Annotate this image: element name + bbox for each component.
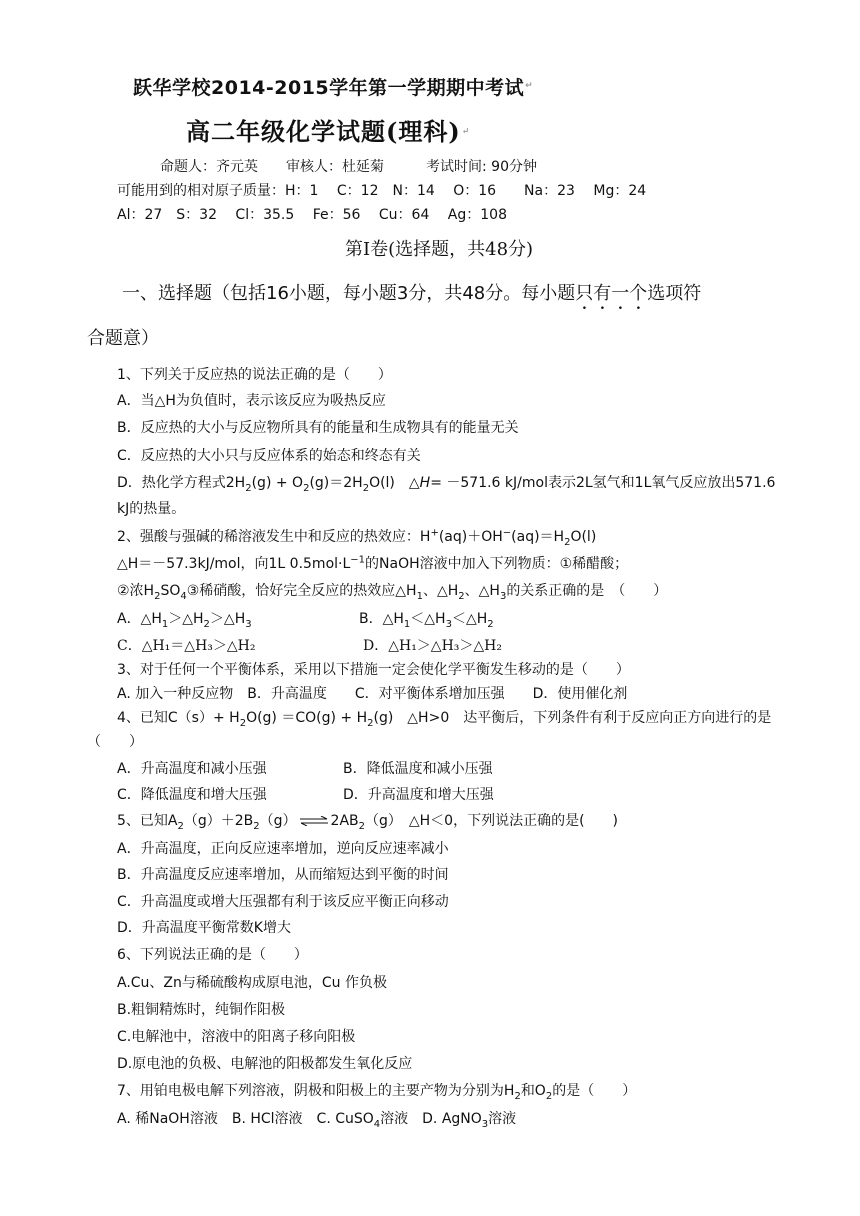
subscript: 2 <box>303 482 310 494</box>
q7-stem-text: 和O <box>520 1083 546 1099</box>
q2-stem-text: ③稀硝酸，恰好完全反应的热效应△H <box>186 583 417 599</box>
q7-option-a: A. 稀NaOH溶液 <box>117 1111 232 1127</box>
q3-options: A. 加入一种反应物 B．升高温度 C．对平衡体系增加压强 D．使用催化剂 <box>117 686 628 702</box>
q2-stem-text: (aq)＋OH <box>438 529 503 545</box>
q2-stem-text: (aq)＝H <box>511 529 565 545</box>
q1-d-text: = －571.6 kJ/mol表示2L氢气和1L氧气反应放出571.6 <box>430 475 776 491</box>
q7-stem <box>117 1082 636 1100</box>
q3-stem: 3、对于任何一个平衡体系，采用以下措施一定会使化学平衡发生移动的是（ ） <box>117 662 630 678</box>
subscript: 3 <box>499 590 507 602</box>
q7-c-text: 溶液 <box>380 1111 423 1127</box>
q4-stem <box>117 709 771 727</box>
q1-option-d <box>117 474 775 492</box>
subscript: 2 <box>487 618 494 630</box>
q4-stem-continued: （ ） <box>87 734 143 750</box>
q1-d-text: (g)＝2H <box>309 475 363 491</box>
q2-b-text: B．△H <box>359 611 404 627</box>
q7-c-text: C. CuSO <box>316 1111 374 1127</box>
q1-option-c: C．反应热的大小只与反应体系的始态和终态有关 <box>117 448 421 464</box>
subscript: 2 <box>545 1090 553 1102</box>
subscript: 2 <box>358 820 365 832</box>
q4-option-b: B．降低温度和减小压强 <box>343 761 493 777</box>
q5-option-a: A．升高温度，正向反应速率增加，逆向反应速率减小 <box>117 841 449 857</box>
subscript: 3 <box>245 618 252 630</box>
section-title-part-a: 一、选择题（包括16小题，每小题3分，共48分。每小题 <box>122 283 576 304</box>
q6-option-c: C.电解池中，溶液中的阳离子移向阳极 <box>117 1029 356 1045</box>
section-title <box>122 282 701 314</box>
paragraph-mark: ↵ <box>525 81 534 91</box>
q2-stem-text: 的关系正确的是 （ ） <box>506 583 668 599</box>
q2-b-text: ＜△H <box>451 611 488 627</box>
q4-stem-text: O(g) ＝CO(g) + H <box>246 710 368 726</box>
q1-d-text: O(l) △ <box>369 475 420 491</box>
subscript: 2 <box>367 717 374 729</box>
q2-stem-line-3 <box>117 582 667 600</box>
superscript: −1 <box>350 554 366 566</box>
q2-stem-text: 的NaOH溶液中加入下列物质：①稀醋酸； <box>365 556 629 572</box>
subscript: 3 <box>445 618 452 630</box>
subscript: 1 <box>161 618 169 630</box>
subscript: 1 <box>403 618 411 630</box>
subscript: 2 <box>362 482 370 494</box>
q2-stem <box>117 528 596 546</box>
q4-option-a: A．升高温度和减小压强 <box>117 761 267 777</box>
q2-stem-text: 、△H <box>464 583 500 599</box>
subject-title <box>186 117 470 147</box>
q6-option-d: D.原电池的负极、电解池的阳极都发生氧化反应 <box>117 1056 413 1072</box>
q2-stem-text: O(l) <box>570 529 597 545</box>
q7-stem-text: 7、用铂电极电解下列溶液，阴极和阳极上的主要产物为分别为H <box>117 1083 515 1099</box>
subscript: 2 <box>245 482 252 494</box>
subscript: 2 <box>239 717 247 729</box>
part-title: 第Ⅰ卷(选择题，共48分) <box>345 239 534 260</box>
q4-option-d: D．升高温度和增大压强 <box>343 787 494 803</box>
q2-a-text: A．△H <box>117 611 162 627</box>
q7-d-text: D. AgNO <box>422 1111 482 1127</box>
paragraph-mark: ↵ <box>461 127 471 137</box>
q2-stem-text: 2、强酸与强碱的稀溶液发生中和反应的热效应：H <box>117 529 431 545</box>
q7-option-b: B. HCl溶液 <box>231 1111 317 1127</box>
q5-stem-text: （g） <box>259 813 297 829</box>
subscript: 1 <box>416 590 423 602</box>
equilibrium-arrow-icon <box>299 816 329 826</box>
q5-stem-text: 5、已知A <box>117 813 178 829</box>
school-title-text: 跃华学校2014-2015学年第一学期期中考试 <box>133 77 525 99</box>
q5-stem-text: 2AB <box>330 813 359 829</box>
exam-info: 命题人：齐元英 审核人：杜延菊 考试时间: 90分钟 <box>160 159 537 175</box>
q6-option-a: A.Cu、Zn与稀硫酸构成原电池，Cu 作负极 <box>117 975 387 991</box>
q7-d-text: 溶液 <box>488 1111 517 1127</box>
school-title <box>133 74 533 100</box>
subscript: 4 <box>180 590 187 602</box>
q2-a-text: ＞△H <box>209 611 246 627</box>
subscript: 2 <box>514 1090 521 1102</box>
q2-b-text: ＜△H <box>410 611 446 627</box>
subscript: 2 <box>177 820 184 832</box>
q1-d-text: D．热化学方程式2H <box>117 475 246 491</box>
superscript: + <box>430 527 439 539</box>
subscript: 2 <box>253 820 260 832</box>
q6-option-b: B.粗铜精炼时，纯铜作阳极 <box>117 1002 286 1018</box>
subscript: 2 <box>564 536 571 548</box>
q1-option-a: A．当△H为负值时，表示该反应为吸热反应 <box>117 393 386 409</box>
q5-option-b: B．升高温度反应速率增加，从而缩短达到平衡的时间 <box>117 867 449 883</box>
superscript: − <box>502 527 512 539</box>
q4-option-c: C．降低温度和增大压强 <box>117 787 267 803</box>
q5-stem-text: （g）＋2B <box>183 813 254 829</box>
q2-option-d: D．△H₁＞△H₃＞△H₂ <box>363 638 502 654</box>
q7-option-c <box>316 1111 423 1130</box>
section-title-part-b: 选项符 <box>647 283 702 304</box>
q5-stem-text: （g） △H＜0，下列说法正确的是( ) <box>365 813 619 829</box>
q2-stem-text: ②浓H <box>117 583 155 599</box>
q2-option-c: C．△H₁＝△H₃＞△H₂ <box>117 638 256 654</box>
q2-option-b <box>359 610 494 628</box>
q5-stem <box>117 812 618 830</box>
q5-option-d: D．升高温度平衡常数K增大 <box>117 920 291 936</box>
q1-option-d-continued: kJ的热量。 <box>117 501 186 517</box>
q6-stem: 6、下列说法正确的是（ ） <box>117 947 308 963</box>
subscript: 4 <box>373 1118 381 1130</box>
q2-stem-text: △H＝－57.3kJ/mol，向1L 0.5mol·L <box>117 556 351 572</box>
q2-stem-line-2 <box>117 555 628 573</box>
subscript: 3 <box>481 1118 489 1130</box>
subscript: 2 <box>154 590 161 602</box>
q1-d-text: (g) + O <box>251 475 304 491</box>
atomic-mass-line-1: 可能用到的相对原子质量：H：1 C：12 N：14 O：16 Na：23 Mg：24 <box>117 183 647 199</box>
q4-stem-text: 4、已知C（s）+ H <box>117 710 240 726</box>
q2-a-text: ＞△H <box>168 611 204 627</box>
q1-d-italic-h: H <box>419 475 431 491</box>
section-title-continued: 合题意） <box>87 328 159 349</box>
q7-option-d <box>422 1111 517 1130</box>
subject-title-text: 高二年级化学试题(理科) <box>186 117 461 146</box>
q2-stem-text: SO <box>160 583 181 599</box>
subscript: 2 <box>203 618 210 630</box>
q2-option-a <box>117 610 252 628</box>
q4-stem-text: (g) △H>0 达平衡后，下列条件有利于反应向正方向进行的是 <box>373 710 772 726</box>
subscript: 2 <box>458 590 465 602</box>
section-title-emphasis: 只有一个 <box>575 283 648 304</box>
q5-option-c: C．升高温度或增大压强都有利于该反应平衡正向移动 <box>117 894 449 910</box>
q7-stem-text: 的是（ ） <box>552 1083 637 1099</box>
q7-options <box>117 1110 516 1128</box>
q2-stem-text: 、△H <box>422 583 459 599</box>
q1-option-b: B．反应热的大小与反应物所具有的能量和生成物具有的能量无关 <box>117 420 519 436</box>
atomic-mass-line-2: Al：27 S：32 Cl：35.5 Fe：56 Cu：64 Ag：108 <box>117 207 507 223</box>
q1-stem: 1、下列关于反应热的说法正确的是（ ） <box>117 367 392 383</box>
